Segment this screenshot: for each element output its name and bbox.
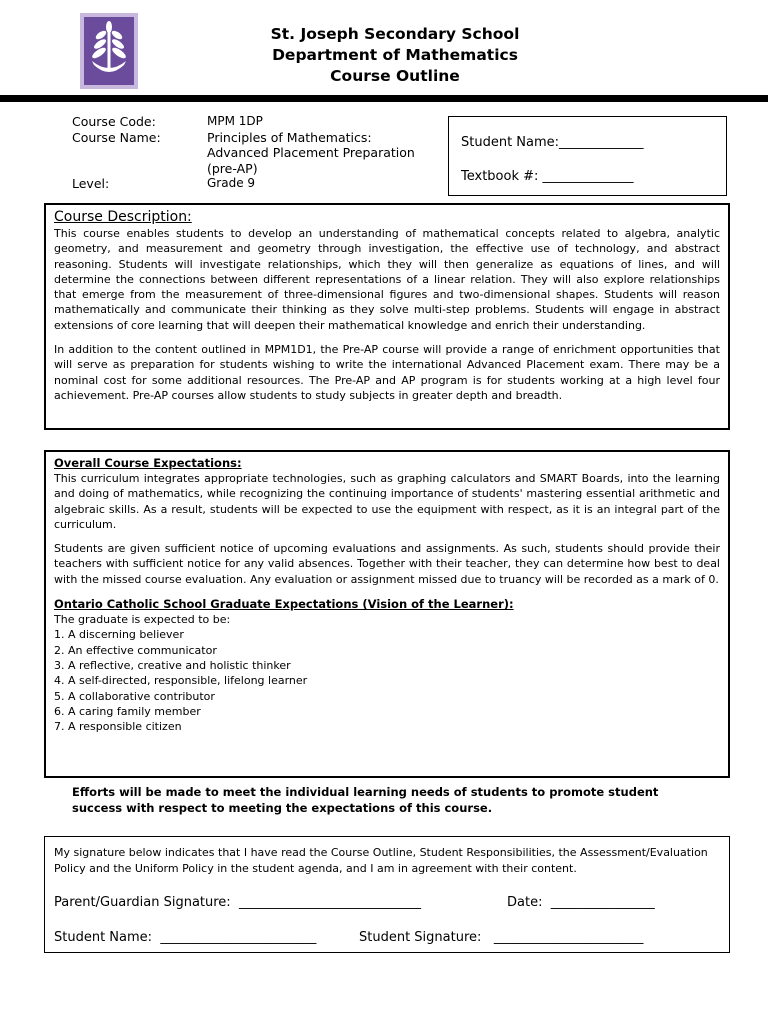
course-name-label: Course Name: <box>72 129 161 145</box>
document-header <box>160 24 630 87</box>
date-label: Date: <box>507 895 543 910</box>
course-name-line-1: Principles of Mathematics: <box>207 129 372 145</box>
textbook-number-field[interactable]: Textbook #: ______________ <box>461 169 634 184</box>
list-item: 4. A self-directed, responsible, lifelong learner <box>54 674 308 688</box>
header-rule <box>0 95 768 102</box>
student-signature-label: Student Signature: <box>359 930 482 945</box>
level-value: Grade 9 <box>207 176 256 190</box>
signature-statement: My signature below indicates that I have read the Course Outline, Student Responsibilities, the Assessment/Evaluation Policy and the Uniform Policy in the student agenda, and I am in agreement with their content. <box>54 846 708 875</box>
school-name: St. Joseph Secondary School <box>270 25 520 43</box>
course-description-paragraph-1: This course enables students to develop an understanding of mathematical concepts related to algebra, analytic geometry, and measurement and geometry through investigation, the effective use of technology, and abstract reasoning. Students will investigate relationships, which they will then generalize as equations of lines, and will determine the connections between different representations of a linear relation. They will also explore relationships that emerge from the measurement of three-dimensional figures and two-dimensional shapes. Students will reason mathematically and communicate their thinking as they solve multi-step problems. Students will engage in abstract extensions of core learning that will deepen their mathematical knowledge and enrich their understanding. <box>54 227 720 332</box>
student-name-label: Student Name: <box>54 930 153 945</box>
learning-needs-note: Efforts will be made to meet the individual learning needs of students to promote student success with respect to meeting the expectations of this course. <box>72 785 659 815</box>
ocsge-title: Ontario Catholic School Graduate Expectations (Vision of the Learner): <box>54 597 514 612</box>
overall-expectations-title: Overall Course Expectations: <box>54 456 242 470</box>
course-name-line-2: Advanced Placement Preparation <box>207 145 415 160</box>
parent-signature-line[interactable]: ____________________________ <box>238 895 421 910</box>
course-code-label: Course Code: <box>72 114 156 129</box>
date-row <box>507 895 655 910</box>
list-item: 6. A caring family member <box>54 704 201 718</box>
parent-signature-row <box>54 895 421 910</box>
list-item: 2. An effective communicator <box>54 643 217 657</box>
student-name-row <box>54 930 316 945</box>
list-item: 5. A collaborative contributor <box>54 689 215 703</box>
student-signature-row <box>359 930 643 945</box>
course-info <box>72 114 447 192</box>
course-description-box <box>44 203 730 430</box>
department-name: Department of Mathematics <box>272 46 518 64</box>
wheat-sheaf-logo-icon <box>80 13 138 89</box>
student-name-field[interactable]: Student Name:_____________ <box>461 135 644 150</box>
signature-box <box>44 836 730 953</box>
level-label: Level: <box>72 176 110 191</box>
list-item: 7. A responsible citizen <box>54 720 182 734</box>
student-info-box <box>448 116 727 196</box>
student-signature-line[interactable]: _______________________ <box>493 930 644 945</box>
document-title: Course Outline <box>330 67 460 85</box>
course-description-title: Course Description: <box>54 209 192 225</box>
list-item: 3. A reflective, creative and holistic thinker <box>54 658 291 672</box>
parent-signature-label: Parent/Guardian Signature: <box>54 895 231 910</box>
course-name-line-3: (pre-AP) <box>207 160 258 176</box>
course-code-value: MPM 1DP <box>207 114 263 128</box>
course-description-paragraph-2: In addition to the content outlined in MPM1D1, the Pre-AP course will provide a range of enrichment opportunities that will serve as preparation for students wishing to write the international Advanced Placement exam. There may be a nominal cost for some additional resources. The Pre-AP and AP program is for students working at a high level four achievement. Pre-AP courses allow students to study subjects in greater depth and breadth. <box>54 343 720 402</box>
date-line[interactable]: ________________ <box>550 895 655 910</box>
expectations-paragraph-1: This curriculum integrates appropriate technologies, such as graphing calculators and SMART Boards, into the learning and doing of mathematics, while recognizing the continuing importance of students' mastering essential arithmetic and algebraic skills. As a result, students will be expected to use the equipment with respect, as it is an integral part of the curriculum. <box>54 472 720 531</box>
expectations-paragraph-2: Students are given sufficient notice of upcoming evaluations and assignments. As such, students should provide their teachers with sufficient notice for any valid absences. Together with their teacher, they can determine how best to deal with the missed course evaluation. Any evaluation or assignment missed due to truancy will be recorded as a mark of 0. <box>54 542 720 586</box>
list-item: 1. A discerning believer <box>54 628 184 642</box>
student-name-line[interactable]: ________________________ <box>160 930 317 945</box>
graduate-expectations-list <box>54 612 720 734</box>
list-item: The graduate is expected to be: <box>54 613 231 627</box>
course-expectations-box <box>44 450 730 778</box>
